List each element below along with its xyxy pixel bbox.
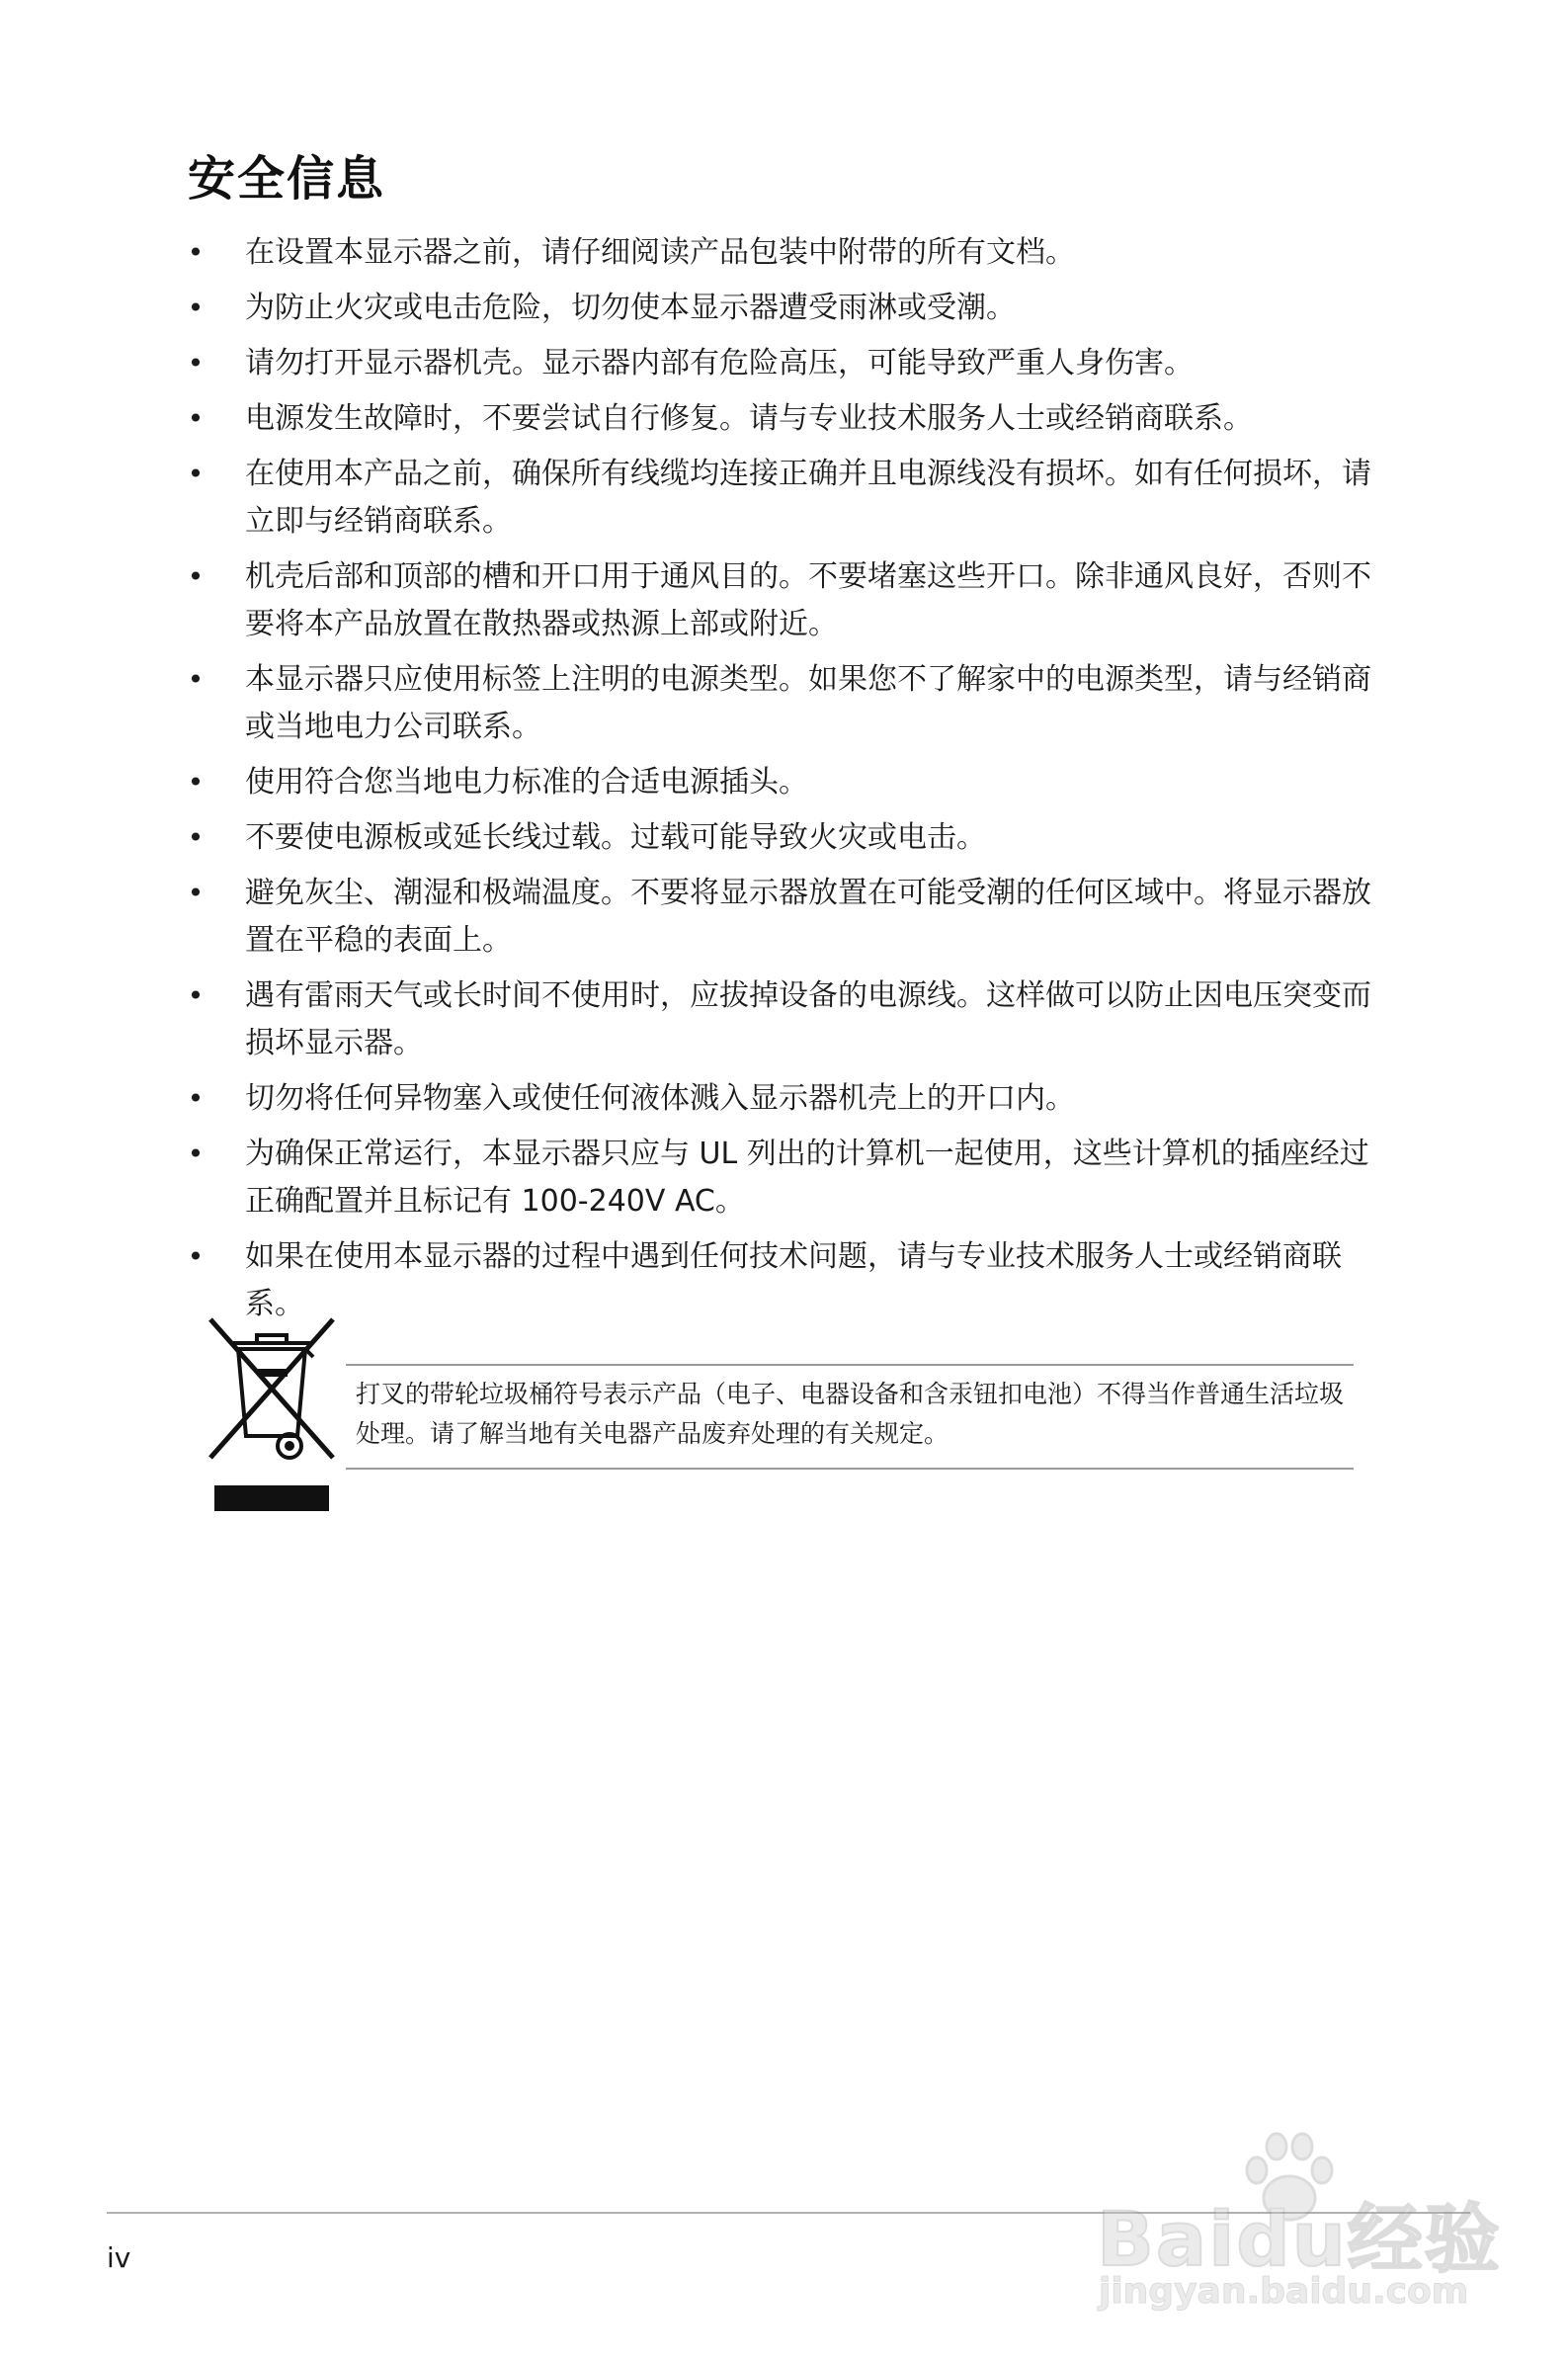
list-item [186,229,1371,277]
bullet-symbol: • [187,766,205,799]
list-item [186,759,1371,806]
list-item [186,656,1371,751]
list-item-text: 遇有雷雨天气或长时间不使用时，应拔掉设备的电源线。这样做可以防止因电压突变而损坏显示器。 [245,978,1371,1060]
weee-top-rule [346,1364,1354,1366]
weee-notice [203,1309,1368,1517]
list-item-text: 在设置本显示器之前，请仔细阅读产品包装中附带的所有文档。 [245,235,1075,270]
bullet-symbol: • [187,292,205,324]
bullet-symbol: • [187,1138,205,1170]
list-item-text: 不要使电源板或延长线过载。过载可能导致火灾或电击。 [245,820,986,855]
list-item [186,972,1371,1067]
list-item-text: 电源发生故障时，不要尝试自行修复。请与专业技术服务人士或经销商联系。 [245,401,1253,436]
list-item-text: 请勿打开显示器机壳。显示器内部有危险高压，可能导致严重人身伤害。 [245,346,1194,380]
list-item-text: 为防止火灾或电击危险，切勿使本显示器遭受雨淋或受潮。 [245,291,1016,325]
watermark [1097,2125,1512,2322]
crossed-out-wheelie-bin-icon [203,1309,341,1517]
bullet-symbol: • [187,877,205,909]
page-number: iv [107,2241,131,2274]
bullet-symbol: • [187,236,205,269]
list-item [186,340,1371,387]
watermark-brand: Baidu经验 [1097,2195,1502,2283]
list-item [186,1075,1371,1123]
page-title: 安全信息 [188,151,386,207]
list-item-text: 在使用本产品之前，确保所有线缆均连接正确并且电源线没有损坏。如有任何损坏，请立即与经销商联系。 [245,457,1371,539]
weee-notice-text: 打叉的带轮垃圾桶符号表示产品（电子、电器设备和含汞钮扣电池）不得当作普通生活垃圾处理。请了解当地有关电器产品废弃处理的有关规定。 [356,1380,1345,1448]
weee-bottom-rule [346,1468,1354,1470]
bullet-symbol: • [187,663,205,696]
list-item [186,451,1371,546]
bullet-symbol: • [187,560,205,593]
bullet-symbol: • [187,1082,205,1115]
list-item-text: 使用符合您当地电力标准的合适电源插头。 [245,765,808,800]
safety-bullet-list [186,229,1371,1336]
list-item-text: 避免灰尘、潮湿和极端温度。不要将显示器放置在可能受潮的任何区域中。将显示器放置在平稳的表面上。 [245,876,1371,958]
list-item-text: 为确保正常运行，本显示器只应与 UL 列出的计算机一起使用，这些计算机的插座经过正确配置并且标记有 100-240V AC。 [245,1137,1369,1219]
list-item-text: 本显示器只应使用标签上注明的电源类型。如果您不了解家中的电源类型，请与经销商或当地电力公司联系。 [245,662,1371,744]
list-item [186,870,1371,965]
bullet-symbol: • [187,347,205,380]
list-item [186,395,1371,443]
list-item-text: 切勿将任何异物塞入或使任何液体溅入显示器机壳上的开口内。 [245,1081,1075,1116]
list-item [186,814,1371,862]
list-item [186,553,1371,648]
watermark-url: jingyan.baidu.com [1099,2271,1469,2312]
list-item-text: 如果在使用本显示器的过程中遇到任何技术问题，请与专业技术服务人士或经销商联系。 [245,1239,1342,1321]
bullet-symbol: • [187,979,205,1012]
bullet-symbol: • [187,1240,205,1273]
bullet-symbol: • [187,821,205,854]
bullet-symbol: • [187,458,205,490]
bullet-symbol: • [187,402,205,435]
list-item [186,285,1371,332]
list-item-text: 机壳后部和顶部的槽和开口用于通风目的。不要堵塞这些开口。除非通风良好，否则不要将本产品放置在散热器或热源上部或附近。 [245,559,1371,641]
list-item [186,1131,1371,1225]
